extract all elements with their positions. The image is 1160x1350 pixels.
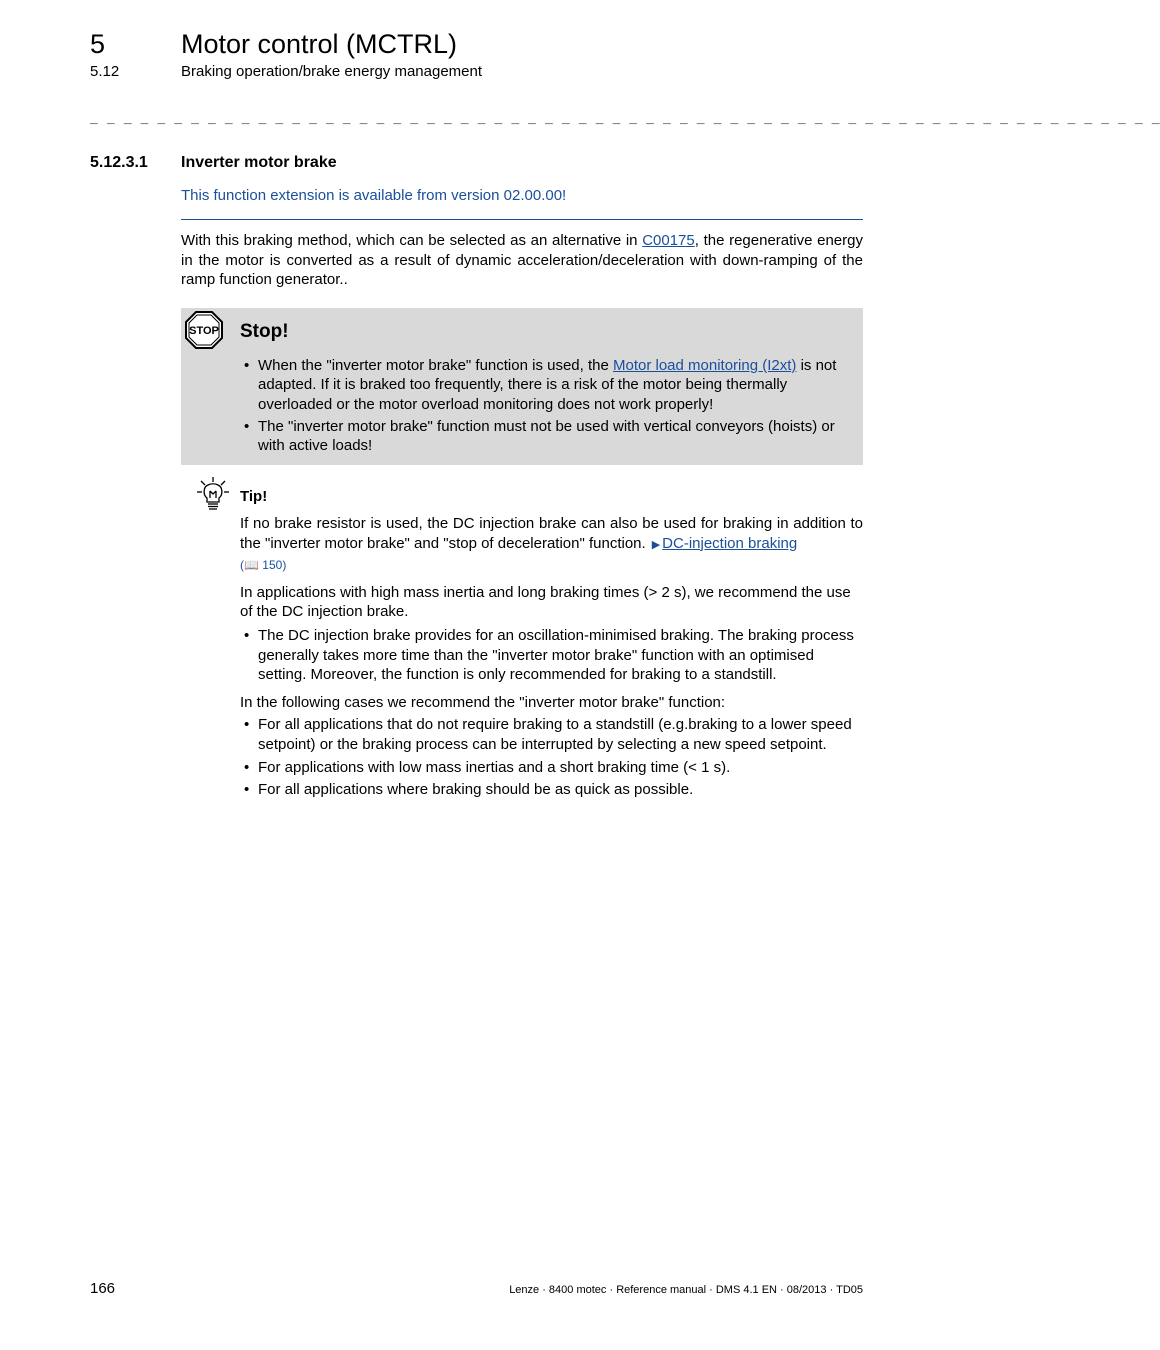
tip-title: Tip! — [240, 488, 268, 505]
availability-note: This function extension is available from version 02.00.00! — [181, 187, 567, 204]
tip-body — [240, 514, 863, 803]
lightbulb-icon — [196, 476, 230, 512]
stop-bullet: • The "inverter motor brake" function must not be used with vertical conveyors (hoists) or with active loads! — [244, 417, 849, 456]
subsection-number: 5.12.3.1 — [90, 154, 148, 171]
tip-paragraph-1 — [240, 514, 863, 576]
tip-bullet: • For all applications where braking should be as quick as possible. — [244, 780, 863, 800]
tip-bullet-list-b — [244, 715, 863, 799]
page-number: 166 — [90, 1280, 116, 1297]
dc-injection-braking-link[interactable]: DC-injection braking — [662, 534, 798, 552]
footer-meta: Lenze · 8400 motec · Reference manual · DMS 4.1 EN · 08/2013 · TD05 — [509, 1284, 863, 1296]
tip-bullet: • For all applications that do not require braking to a standstill (e.g.braking to a lower speed setpoint) or the braking process can be interrupted by selecting a new speed setpoint. — [244, 715, 863, 754]
book-icon: 📖 — [244, 558, 259, 573]
tip-paragraph-3: In the following cases we recommend the "inverter motor brake" function: — [240, 693, 726, 711]
availability-rule — [181, 219, 863, 220]
stop-title: Stop! — [240, 321, 289, 342]
motor-load-monitoring-link[interactable]: Motor load monitoring (I2xt) — [613, 357, 797, 374]
page-reference[interactable]: (📖 150) — [240, 558, 287, 573]
intro-text-before: With this braking method, which can be selected as an alternative in — [181, 232, 643, 249]
stop-sign-text: STOP — [189, 325, 219, 337]
section-number: 5.12 — [90, 63, 120, 80]
stop-bullet-list — [244, 356, 849, 458]
stop-bullet — [244, 356, 849, 414]
subsection-title: Inverter motor brake — [181, 154, 337, 171]
tip-paragraph-2: In applications with high mass inertia and long braking times (> 2 s), we recommend the use of the DC injection brake. — [240, 583, 851, 621]
tip-bullet: • For applications with low mass inertias and a short braking time (< 1 s). — [244, 758, 863, 778]
page-reference-number: 150 — [262, 558, 283, 573]
link-arrow-icon: ▶ — [651, 538, 661, 551]
stop-bullet1-after: is not adapted. If it is braked too frequently, there is a risk of the motor being thermally overloaded or the motor overload monitoring does not work properly! — [258, 357, 837, 413]
chapter-number: 5 — [90, 29, 106, 59]
header-separator: _ _ _ _ _ _ _ _ _ _ _ _ _ _ _ _ _ _ _ _ _ _ _ _ _ _ _ _ _ _ _ _ _ _ _ _ _ _ _ _ _ _ _ _ _ _ _ _ _ _ _ _ _ _ _ _ _ _ _ _ _ _ _ _ — [90, 110, 1160, 125]
stop-sign-icon — [185, 311, 223, 349]
tip-para1-text: If no brake resistor is used, the DC injection brake can also be used for braking in addition to the "inverter motor brake" and "stop of deceleration" function. — [240, 515, 863, 552]
stop-bullet1-before: When the "inverter motor brake" function is used, the — [258, 357, 613, 374]
intro-paragraph — [181, 231, 863, 290]
intro-text-after: , the regenerative energy in the motor is converted as a result of dynamic acceleration/deceleration with down-ramping of the ramp function generator.. — [181, 232, 863, 289]
c00175-link[interactable]: C00175 — [642, 232, 695, 249]
tip-bullet: • The DC injection brake provides for an oscillation-minimised braking. The braking process generally takes more time than the "inverter motor brake" function with an optimised setting. Moreover, the function is only recommended for braking to a standstill. — [244, 626, 863, 685]
section-title: Braking operation/brake energy management — [181, 63, 483, 80]
tip-bullet-list-a — [244, 626, 863, 685]
chapter-title: Motor control (MCTRL) — [181, 29, 458, 59]
